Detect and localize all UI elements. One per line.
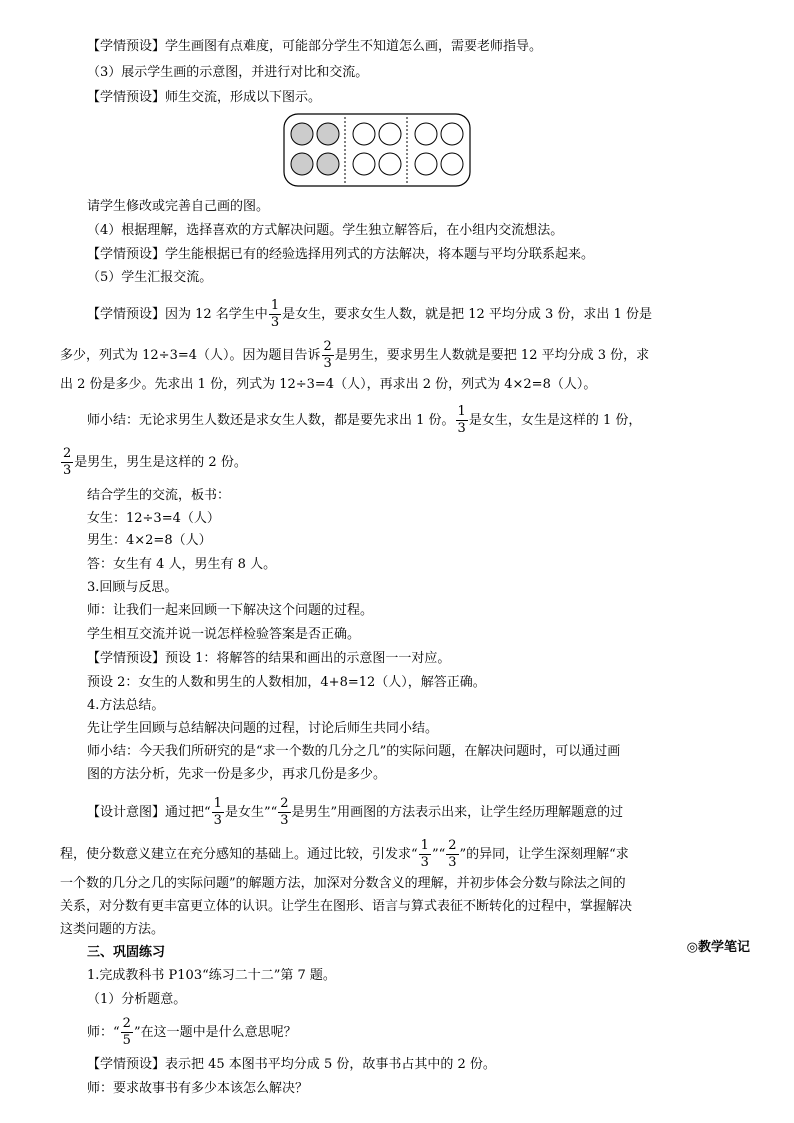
fraction-one-third: $\frac{1}{3}$ <box>270 298 280 330</box>
line-29: 关系，对分数有更丰富更立体的认识。让学生在图形、语言与算式表征不断转化的过程中，掌握解决 <box>60 899 633 914</box>
line-27: 程，使分数意义建立在充分感知的基础上。通过比较，引发求“ $\frac{1}{3}$ ”“ $\frac{2}{3}$ ”的异同，让学生深刻理解“求 <box>60 838 629 870</box>
diagram-circle <box>353 123 375 145</box>
line-34: 师：“ $\frac{2}{5}$ ”在这一题中是什么意思呢？ <box>87 1016 297 1048</box>
line-6: 【学情预设】学生能根据已有的经验选择用列式的方法解决，将本题与平均分联系起来。 <box>87 247 595 262</box>
diagram-circle <box>441 123 463 145</box>
diagram-circle <box>379 153 401 175</box>
line-32: 1.完成教科书 P103“练习二十二”第 7 题。 <box>87 968 336 983</box>
fraction-one-third: $\frac{1}{3}$ <box>457 404 466 436</box>
fraction-two-fifths: $\frac{2}{5}$ <box>122 1016 131 1048</box>
line-21: 预设 2：女生的人数和男生的人数相加，4+8=12（人），解答正确。 <box>87 675 486 690</box>
line-30: 这类问题的方法。 <box>60 922 165 937</box>
line-16: 答：女生有 4 人，男生有 8 人。 <box>87 557 277 572</box>
line-18: 师：让我们一起来回顾一下解决这个问题的过程。 <box>87 603 374 618</box>
diagram-circle <box>291 153 313 175</box>
diagram-circle <box>317 123 339 145</box>
diagram-circle <box>353 153 375 175</box>
line-20: 【学情预设】预设 1：将解答的结果和画出的示意图一一对应。 <box>87 651 451 666</box>
line-1: 【学情预设】学生画图有点难度，可能部分学生不知道怎么画，需要老师指导。 <box>87 39 543 54</box>
line-26: 【设计意图】通过把“ $\frac{1}{3}$ 是女生”“ $\frac{2}{3}$ 是男生”用画图的方法表示出来，让学生经历理解题意的过 <box>87 796 624 828</box>
fraction-two-thirds: $\frac{2}{3}$ <box>280 796 289 828</box>
line-13: 结合学生的交流，板书： <box>87 488 231 503</box>
line-10: 出 2 份是多少。先求出 1 份，列式为 12÷3=4（人），再求出 2 份，列式为 4×2=8（人）。 <box>60 377 597 392</box>
line-28: 一个数的几分之几的实际问题”的解题方法，加深对分数含义的理解，并初步体会分数与除法之间的 <box>60 876 626 891</box>
line-5: （4）根据理解，选择喜欢的方式解决问题。学生独立解答后，在小组内交流想法。 <box>87 223 564 238</box>
diagram-circle <box>317 153 339 175</box>
grouping-diagram <box>283 113 473 189</box>
fraction-one-third: $\frac{1}{3}$ <box>213 796 222 828</box>
line-33: （1）分析题意。 <box>87 992 187 1007</box>
line-3: 【学情预设】师生交流，形成以下图示。 <box>87 90 322 105</box>
diagram-circle <box>441 153 463 175</box>
line-9: 多少，列式为 12÷3=4（人）。因为题目告诉 $\frac{2}{3}$ 是男生，要求男生人数就是要把 12 平均分成 3 份，求 <box>60 339 650 371</box>
line-25: 图的方法分析，先求一份是多少，再求几份是多少。 <box>87 767 387 782</box>
diagram-circle <box>415 123 437 145</box>
line-19: 学生相互交流并说一说怎样检验答案是否正确。 <box>87 627 361 642</box>
diagram-circle <box>379 123 401 145</box>
line-8: 【学情预设】因为 12 名学生中 $\frac{1}{3}$ 是女生，要求女生人数，就是把 12 平均分成 3 份，求出 1 份是 <box>87 298 652 330</box>
line-24: 师小结：今天我们所研究的是“求一个数的几分之几”的实际问题，在解决问题时，可以通过画 <box>87 744 621 759</box>
fraction-two-thirds: $\frac{2}{3}$ <box>323 339 332 371</box>
line-15: 男生：4×2=8（人） <box>87 533 212 548</box>
line-17: 3.回顾与反思。 <box>87 580 178 595</box>
line-14: 女生：12÷3=4（人） <box>87 511 220 526</box>
line-35: 【学情预设】表示把 45 本图书平均分成 5 份，故事书占其中的 2 份。 <box>87 1057 496 1072</box>
line-12: $\frac{2}{3}$ 是男生，男生是这样的 2 份。 <box>63 446 247 478</box>
diagram-circle <box>291 123 313 145</box>
fraction-two-thirds: $\frac{2}{3}$ <box>63 446 72 478</box>
line-2: （3）展示学生画的示意图，并进行对比和交流。 <box>87 65 369 80</box>
line-23: 先让学生回顾与总结解决问题的过程，讨论后师生共同小结。 <box>87 721 439 736</box>
line-36: 师：要求故事书有多少本该怎么解决？ <box>87 1081 309 1096</box>
fraction-one-third: $\frac{1}{3}$ <box>420 838 429 870</box>
line-11: 师小结：无论求男生人数还是求女生人数，都是要先求出 1 份。 $\frac{1}{3}$ 是女生，女生是这样的 1 份， <box>87 404 642 436</box>
section-heading: 三、巩固练习 <box>87 945 166 960</box>
sidebar-note: ◎教学笔记 <box>686 940 750 955</box>
diagram-circle <box>415 153 437 175</box>
line-4: 请学生修改或完善自己画的图。 <box>87 199 270 214</box>
fraction-two-thirds: $\frac{2}{3}$ <box>448 838 457 870</box>
line-7: （5）学生汇报交流。 <box>87 270 213 285</box>
line-22: 4.方法总结。 <box>87 698 165 713</box>
